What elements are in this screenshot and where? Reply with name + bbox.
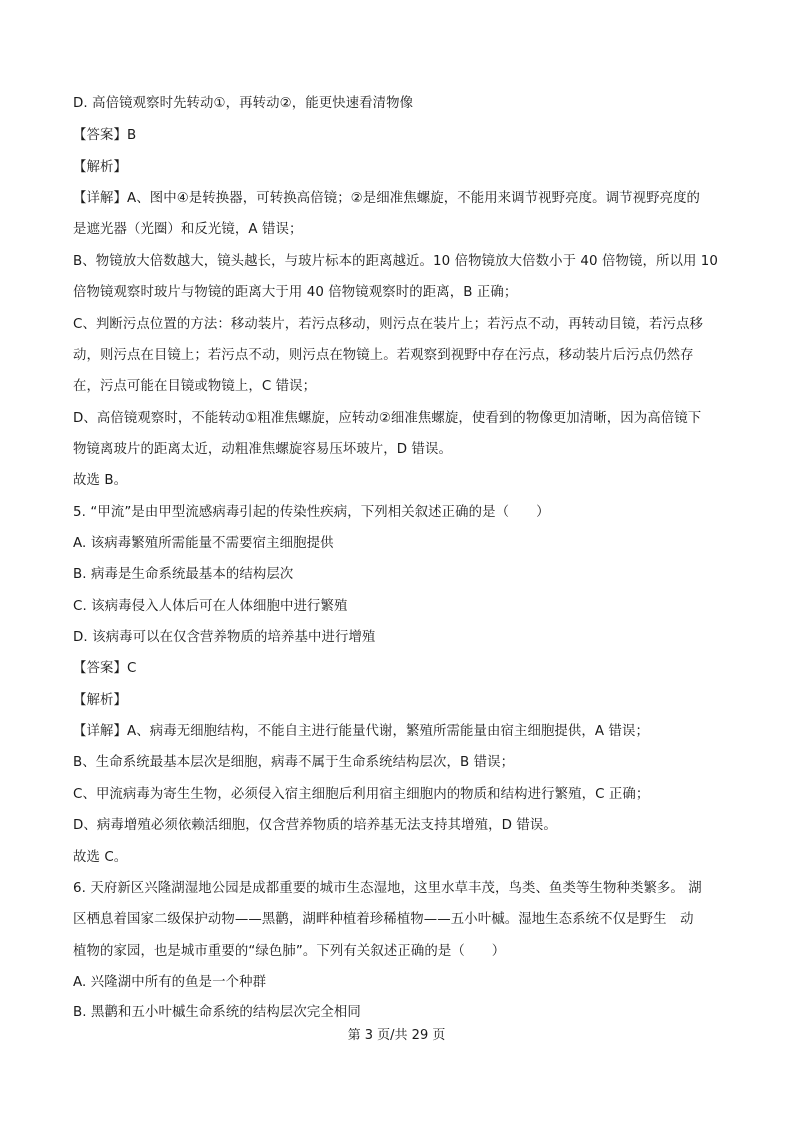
question-stem: 6. 天府新区兴隆湖湿地公园是成都重要的城市生态湿地，这里水草丰茂，鸟类、鱼类等生物种类繁多。 湖 [73,881,702,896]
question-stem: 区栖息着国家二级保护动物——黑鹳，湖畔种植着珍稀植物——五小叶槭。湿地生态系统不仅是野生 动 [73,912,694,927]
option-line: A. 该病毒繁殖所需能量不需要宿主细胞提供 [73,536,334,551]
option-line: D. 高倍镜观察时先转动①，再转动②，能更快速看清物像 [73,96,414,111]
question-stem: 5. “甲流”是由甲型流感病毒引起的传染性疾病，下列相关叙述正确的是（ ） [73,505,550,520]
answer-label: 【答案】C [73,661,137,676]
option-line: B. 病毒是生命系统最基本的结构层次 [73,567,294,582]
explanation-line: 物镜离玻片的距离太近，动粗准焦螺旋容易压坏玻片，D 错误。 [73,442,453,457]
explanation-line: D、病毒增殖必须依赖活细胞，仅含营养物质的培养基无法支持其增殖，D 错误。 [73,818,557,833]
question-stem: 植物的家园，也是城市重要的“绿色肺”。下列有关叙述正确的是（ ） [73,944,506,959]
option-line: B. 黑鹳和五小叶槭生命系统的结构层次完全相同 [73,1005,361,1020]
conclusion-line: 故选 B。 [73,473,128,488]
explanation-line: 【详解】A、图中④是转换器，可转换高倍镜；②是细准焦螺旋，不能用来调节视野亮度。调节视野亮度的 [73,191,701,206]
explanation-line: B、生命系统最基本层次是细胞，病毒不属于生命系统结构层次，B 错误； [73,755,515,770]
explanation-line: 动，则污点在目镜上；若污点不动，则污点在物镜上。若观察到视野中存在污点，移动装片后污点仍然存 [73,348,694,363]
explanation-line: 【详解】A、病毒无细胞结构，不能自主进行能量代谢，繁殖所需能量由宿主细胞提供，A 错误； [73,724,649,739]
option-line: D. 该病毒可以在仅含营养物质的培养基中进行增殖 [73,630,376,645]
explanation-line: 是遮光器（光圈）和反光镜，A 错误； [73,222,303,237]
explanation-line: D、高倍镜观察时，不能转动①粗准焦螺旋，应转动②细准焦螺旋，使看到的物像更加清晰，因为高倍镜下 [73,411,702,426]
explanation-line: 倍物镜观察时玻片与物镜的距离大于用 40 倍物镜观察时的距离，B 正确； [73,285,518,300]
option-line: C. 该病毒侵入人体后可在人体细胞中进行繁殖 [73,599,348,614]
explanation-line: C、甲流病毒为寄生生物，必须侵入宿主细胞后利用宿主细胞内的物质和结构进行繁殖，C 正确； [73,787,650,802]
analysis-label: 【解析】 [73,693,127,708]
page-number-footer: 第 3 页/共 29 页 [347,1028,446,1043]
explanation-line: C、判断污点位置的方法：移动装片，若污点移动，则污点在装片上；若污点不动，再转动目镜，若污点移 [73,317,704,332]
option-line: A. 兴隆湖中所有的鱼是一个种群 [73,975,267,990]
explanation-line: B、物镜放大倍数越大，镜头越长，与玻片标本的距离越近。10 倍物镜放大倍数小于 40 倍物镜，所以用 10 [73,254,719,269]
conclusion-line: 故选 C。 [73,850,128,865]
explanation-line: 在，污点可能在目镜或物镜上，C 错误； [73,379,317,394]
analysis-label: 【解析】 [73,160,127,175]
answer-label: 【答案】B [73,128,137,143]
